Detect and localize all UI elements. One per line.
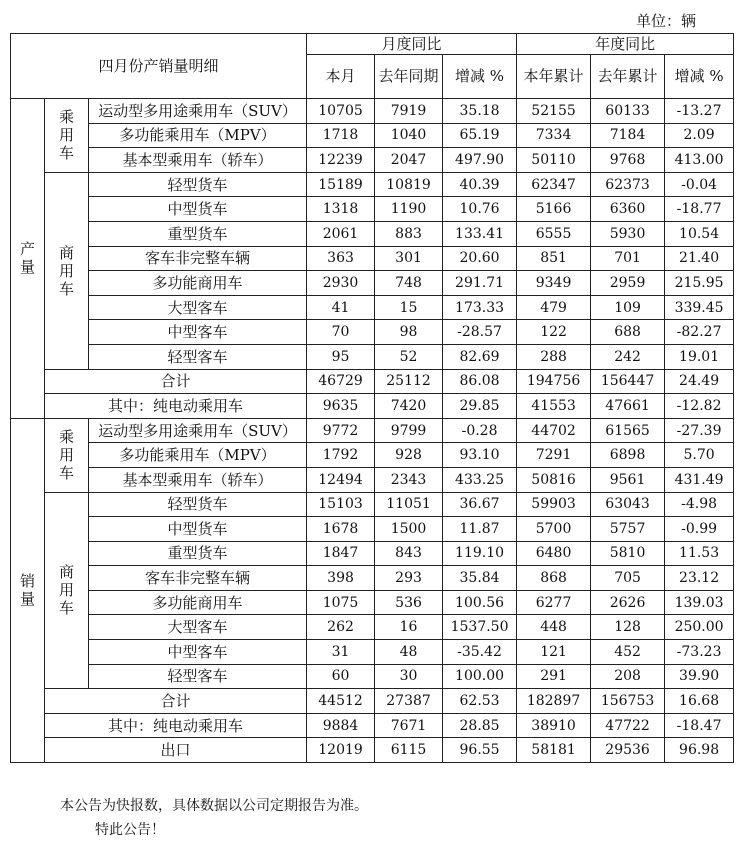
table-row: [11, 172, 734, 197]
cell-yearly-change-percent: 2.09: [665, 123, 734, 148]
cell-yearly-change-percent: 413.00: [665, 148, 734, 173]
cell-last-year-same-period: 748: [375, 271, 443, 296]
cell-last-year-same-period: 15: [375, 295, 443, 320]
cell-yearly-change-percent: 96.98: [665, 738, 734, 763]
cell-ytd-this-year: 50110: [517, 148, 591, 173]
cell-ytd-last-year: 688: [591, 320, 665, 345]
cell-ytd-last-year: 47661: [591, 394, 665, 419]
cell-current-month: 9772: [307, 418, 375, 443]
cell-last-year-same-period: 30: [375, 664, 443, 689]
cell-ytd-last-year: 5757: [591, 517, 665, 542]
cell-ytd-this-year: 59903: [517, 492, 591, 517]
cell-current-month: 12494: [307, 467, 375, 492]
cell-last-year-same-period: 843: [375, 541, 443, 566]
cell-ytd-last-year: 63043: [591, 492, 665, 517]
cell-current-month: 1847: [307, 541, 375, 566]
cell-yearly-change-percent: 24.49: [665, 369, 734, 394]
cell-monthly-change-percent: 119.10: [443, 541, 517, 566]
row-label: 大型客车: [89, 295, 307, 320]
cell-ytd-last-year: 7184: [591, 123, 665, 148]
cell-monthly-change-percent: -28.57: [443, 320, 517, 345]
cell-ytd-last-year: 2959: [591, 271, 665, 296]
row-label: 多功能乘用车（MPV）: [89, 123, 307, 148]
cell-monthly-change-percent: -35.42: [443, 640, 517, 665]
column-header-ytd-this-year: 本年累计: [517, 55, 591, 99]
cell-yearly-change-percent: 11.53: [665, 541, 734, 566]
cell-monthly-change-percent: 40.39: [443, 172, 517, 197]
cell-current-month: 1792: [307, 443, 375, 468]
cell-yearly-change-percent: 19.01: [665, 344, 734, 369]
cell-monthly-change-percent: 29.85: [443, 394, 517, 419]
cell-current-month: 95: [307, 344, 375, 369]
cell-ytd-this-year: 7334: [517, 123, 591, 148]
cell-ytd-this-year: 7291: [517, 443, 591, 468]
cell-monthly-change-percent: 291.71: [443, 271, 517, 296]
table-title: 四月份产销量明细: [11, 34, 307, 99]
column-header-ytd-last-year: 去年累计: [591, 55, 665, 99]
row-label: 基本型乘用车（轿车）: [89, 467, 307, 492]
cell-yearly-change-percent: 139.03: [665, 590, 734, 615]
cell-ytd-last-year: 9561: [591, 467, 665, 492]
cell-yearly-change-percent: 39.90: [665, 664, 734, 689]
cell-monthly-change-percent: 100.00: [443, 664, 517, 689]
table-row: [11, 640, 734, 665]
cell-last-year-same-period: 98: [375, 320, 443, 345]
cell-current-month: 1075: [307, 590, 375, 615]
cell-current-month: 15103: [307, 492, 375, 517]
cell-monthly-change-percent: 36.67: [443, 492, 517, 517]
cell-monthly-change-percent: 10.76: [443, 197, 517, 222]
cell-ytd-last-year: 109: [591, 295, 665, 320]
table-row: [11, 664, 734, 689]
row-label: 中型货车: [89, 517, 307, 542]
cell-ytd-last-year: 5810: [591, 541, 665, 566]
unit-label: 单位：辆: [635, 12, 696, 30]
table-row: [11, 320, 734, 345]
cell-last-year-same-period: 2343: [375, 467, 443, 492]
table-row: [11, 517, 734, 542]
cell-monthly-change-percent: -0.28: [443, 418, 517, 443]
row-label-ev: 其中：纯电动乘用车: [45, 394, 307, 419]
cell-ytd-last-year: 29536: [591, 738, 665, 763]
cell-monthly-change-percent: 65.19: [443, 123, 517, 148]
cell-last-year-same-period: 27387: [375, 689, 443, 714]
cell-ytd-this-year: 121: [517, 640, 591, 665]
sales-passenger-group-label: 乘 用 车: [45, 418, 89, 492]
row-label: 中型客车: [89, 320, 307, 345]
cell-ytd-last-year: 6360: [591, 197, 665, 222]
row-label: 运动型多用途乘用车（SUV）: [89, 418, 307, 443]
table-row: [11, 123, 734, 148]
cell-ytd-this-year: 868: [517, 566, 591, 591]
cell-ytd-this-year: 288: [517, 344, 591, 369]
cell-ytd-last-year: 60133: [591, 99, 665, 124]
cell-current-month: 2930: [307, 271, 375, 296]
cell-ytd-this-year: 44702: [517, 418, 591, 443]
cell-last-year-same-period: 883: [375, 221, 443, 246]
row-label: 大型客车: [89, 615, 307, 640]
row-label: 运动型多用途乘用车（SUV）: [89, 99, 307, 124]
row-label: 客车非完整车辆: [89, 566, 307, 591]
cell-current-month: 41: [307, 295, 375, 320]
cell-ytd-this-year: 6555: [517, 221, 591, 246]
cell-last-year-same-period: 293: [375, 566, 443, 591]
cell-last-year-same-period: 48: [375, 640, 443, 665]
table-row: [11, 590, 734, 615]
row-label: 重型货车: [89, 541, 307, 566]
table-row: [11, 541, 734, 566]
table-row: [11, 467, 734, 492]
yearly-group-header: 年度同比: [517, 34, 734, 55]
cell-ytd-last-year: 156447: [591, 369, 665, 394]
cell-last-year-same-period: 16: [375, 615, 443, 640]
cell-current-month: 262: [307, 615, 375, 640]
cell-last-year-same-period: 7671: [375, 713, 443, 738]
cell-last-year-same-period: 52: [375, 344, 443, 369]
table-row: [11, 418, 734, 443]
cell-ytd-this-year: 9349: [517, 271, 591, 296]
cell-current-month: 31: [307, 640, 375, 665]
column-header-last-year-same-period: 去年同期: [375, 55, 443, 99]
cell-current-month: 10705: [307, 99, 375, 124]
sales-commercial-group-label: 商 用 车: [45, 492, 89, 689]
cell-monthly-change-percent: 62.53: [443, 689, 517, 714]
cell-last-year-same-period: 2047: [375, 148, 443, 173]
cell-ytd-last-year: 242: [591, 344, 665, 369]
cell-monthly-change-percent: 86.08: [443, 369, 517, 394]
cell-yearly-change-percent: -18.77: [665, 197, 734, 222]
cell-monthly-change-percent: 173.33: [443, 295, 517, 320]
cell-ytd-this-year: 182897: [517, 689, 591, 714]
cell-current-month: 44512: [307, 689, 375, 714]
cell-yearly-change-percent: 21.40: [665, 246, 734, 271]
cell-current-month: 1718: [307, 123, 375, 148]
row-label: 中型货车: [89, 197, 307, 222]
footer-closing: 特此公告！: [95, 822, 165, 838]
cell-current-month: 12019: [307, 738, 375, 763]
cell-current-month: 9884: [307, 713, 375, 738]
row-label: 轻型客车: [89, 664, 307, 689]
production-passenger-group-label: 乘 用 车: [45, 99, 89, 173]
cell-ytd-this-year: 58181: [517, 738, 591, 763]
cell-monthly-change-percent: 433.25: [443, 467, 517, 492]
row-label: 多功能商用车: [89, 590, 307, 615]
cell-yearly-change-percent: -73.23: [665, 640, 734, 665]
cell-ytd-last-year: 701: [591, 246, 665, 271]
cell-last-year-same-period: 9799: [375, 418, 443, 443]
cell-current-month: 15189: [307, 172, 375, 197]
cell-last-year-same-period: 536: [375, 590, 443, 615]
cell-ytd-last-year: 61565: [591, 418, 665, 443]
row-label-total: 合计: [45, 689, 307, 714]
cell-monthly-change-percent: 11.87: [443, 517, 517, 542]
cell-last-year-same-period: 25112: [375, 369, 443, 394]
cell-yearly-change-percent: -4.98: [665, 492, 734, 517]
cell-current-month: 46729: [307, 369, 375, 394]
table-row: [11, 615, 734, 640]
cell-monthly-change-percent: 100.56: [443, 590, 517, 615]
cell-ytd-last-year: 62373: [591, 172, 665, 197]
cell-yearly-change-percent: -0.99: [665, 517, 734, 542]
cell-ytd-this-year: 479: [517, 295, 591, 320]
cell-ytd-this-year: 291: [517, 664, 591, 689]
cell-monthly-change-percent: 497.90: [443, 148, 517, 173]
monthly-group-header: 月度同比: [307, 34, 517, 55]
row-label-export: 出口: [45, 738, 307, 763]
cell-last-year-same-period: 301: [375, 246, 443, 271]
cell-monthly-change-percent: 1537.50: [443, 615, 517, 640]
cell-current-month: 2061: [307, 221, 375, 246]
cell-yearly-change-percent: 339.45: [665, 295, 734, 320]
table-row: [11, 295, 734, 320]
cell-last-year-same-period: 7919: [375, 99, 443, 124]
cell-last-year-same-period: 6115: [375, 738, 443, 763]
cell-monthly-change-percent: 93.10: [443, 443, 517, 468]
production-section-label: 产 量: [11, 99, 45, 419]
table-row-ev: [11, 394, 734, 419]
production-sales-table: [10, 33, 734, 763]
cell-ytd-this-year: 194756: [517, 369, 591, 394]
sales-section-label: 销 量: [11, 418, 45, 762]
cell-yearly-change-percent: 215.95: [665, 271, 734, 296]
cell-yearly-change-percent: 10.54: [665, 221, 734, 246]
table-row: [11, 443, 734, 468]
cell-ytd-last-year: 5930: [591, 221, 665, 246]
cell-yearly-change-percent: 23.12: [665, 566, 734, 591]
cell-current-month: 1678: [307, 517, 375, 542]
cell-last-year-same-period: 7420: [375, 394, 443, 419]
table-row: [11, 197, 734, 222]
cell-yearly-change-percent: -82.27: [665, 320, 734, 345]
cell-monthly-change-percent: 133.41: [443, 221, 517, 246]
cell-ytd-this-year: 38910: [517, 713, 591, 738]
cell-ytd-this-year: 448: [517, 615, 591, 640]
cell-last-year-same-period: 1500: [375, 517, 443, 542]
cell-ytd-last-year: 705: [591, 566, 665, 591]
cell-yearly-change-percent: -12.82: [665, 394, 734, 419]
cell-ytd-this-year: 50816: [517, 467, 591, 492]
cell-yearly-change-percent: -18.47: [665, 713, 734, 738]
table-row-ev: [11, 713, 734, 738]
cell-ytd-this-year: 41553: [517, 394, 591, 419]
cell-ytd-last-year: 2626: [591, 590, 665, 615]
cell-monthly-change-percent: 28.85: [443, 713, 517, 738]
table-row: [11, 344, 734, 369]
row-label-total: 合计: [45, 369, 307, 394]
row-label: 轻型货车: [89, 172, 307, 197]
cell-current-month: 70: [307, 320, 375, 345]
cell-ytd-this-year: 52155: [517, 99, 591, 124]
cell-last-year-same-period: 1040: [375, 123, 443, 148]
row-label: 轻型客车: [89, 344, 307, 369]
cell-monthly-change-percent: 20.60: [443, 246, 517, 271]
cell-ytd-last-year: 47722: [591, 713, 665, 738]
table-row-total: [11, 369, 734, 394]
cell-yearly-change-percent: -27.39: [665, 418, 734, 443]
cell-last-year-same-period: 928: [375, 443, 443, 468]
cell-ytd-last-year: 452: [591, 640, 665, 665]
cell-ytd-this-year: 6277: [517, 590, 591, 615]
column-header-current-month: 本月: [307, 55, 375, 99]
cell-last-year-same-period: 1190: [375, 197, 443, 222]
cell-monthly-change-percent: 35.84: [443, 566, 517, 591]
row-label: 重型货车: [89, 221, 307, 246]
cell-yearly-change-percent: -13.27: [665, 99, 734, 124]
cell-monthly-change-percent: 96.55: [443, 738, 517, 763]
table-row: [11, 566, 734, 591]
cell-ytd-this-year: 851: [517, 246, 591, 271]
cell-monthly-change-percent: 35.18: [443, 99, 517, 124]
table-row-export: [11, 738, 734, 763]
cell-ytd-this-year: 6480: [517, 541, 591, 566]
cell-last-year-same-period: 10819: [375, 172, 443, 197]
cell-monthly-change-percent: 82.69: [443, 344, 517, 369]
footer-note: 本公告为快报数，具体数据以公司定期报告为准。: [60, 798, 368, 814]
cell-ytd-last-year: 6898: [591, 443, 665, 468]
table-row-total: [11, 689, 734, 714]
cell-ytd-this-year: 62347: [517, 172, 591, 197]
table-row: [11, 246, 734, 271]
row-label: 基本型乘用车（轿车）: [89, 148, 307, 173]
cell-current-month: 398: [307, 566, 375, 591]
cell-yearly-change-percent: -0.04: [665, 172, 734, 197]
cell-current-month: 60: [307, 664, 375, 689]
row-label: 客车非完整车辆: [89, 246, 307, 271]
row-label: 多功能商用车: [89, 271, 307, 296]
cell-ytd-last-year: 9768: [591, 148, 665, 173]
table-row: [11, 148, 734, 173]
cell-yearly-change-percent: 16.68: [665, 689, 734, 714]
row-label: 轻型货车: [89, 492, 307, 517]
header-row-groups: [11, 34, 734, 55]
production-commercial-group-label: 商 用 车: [45, 172, 89, 369]
cell-ytd-this-year: 5700: [517, 517, 591, 542]
cell-ytd-this-year: 5166: [517, 197, 591, 222]
cell-ytd-this-year: 122: [517, 320, 591, 345]
cell-yearly-change-percent: 431.49: [665, 467, 734, 492]
cell-ytd-last-year: 156753: [591, 689, 665, 714]
cell-current-month: 12239: [307, 148, 375, 173]
cell-ytd-last-year: 208: [591, 664, 665, 689]
cell-ytd-last-year: 128: [591, 615, 665, 640]
cell-current-month: 9635: [307, 394, 375, 419]
row-label-ev: 其中：纯电动乘用车: [45, 713, 307, 738]
cell-yearly-change-percent: 250.00: [665, 615, 734, 640]
cell-yearly-change-percent: 5.70: [665, 443, 734, 468]
row-label: 多功能乘用车（MPV）: [89, 443, 307, 468]
table-row: [11, 221, 734, 246]
table-row: [11, 99, 734, 124]
column-header-monthly-change-percent: 增减 %: [443, 55, 517, 99]
column-header-yearly-change-percent: 增减 %: [665, 55, 734, 99]
cell-current-month: 363: [307, 246, 375, 271]
table-row: [11, 492, 734, 517]
cell-current-month: 1318: [307, 197, 375, 222]
row-label: 中型客车: [89, 640, 307, 665]
table-row: [11, 271, 734, 296]
cell-last-year-same-period: 11051: [375, 492, 443, 517]
